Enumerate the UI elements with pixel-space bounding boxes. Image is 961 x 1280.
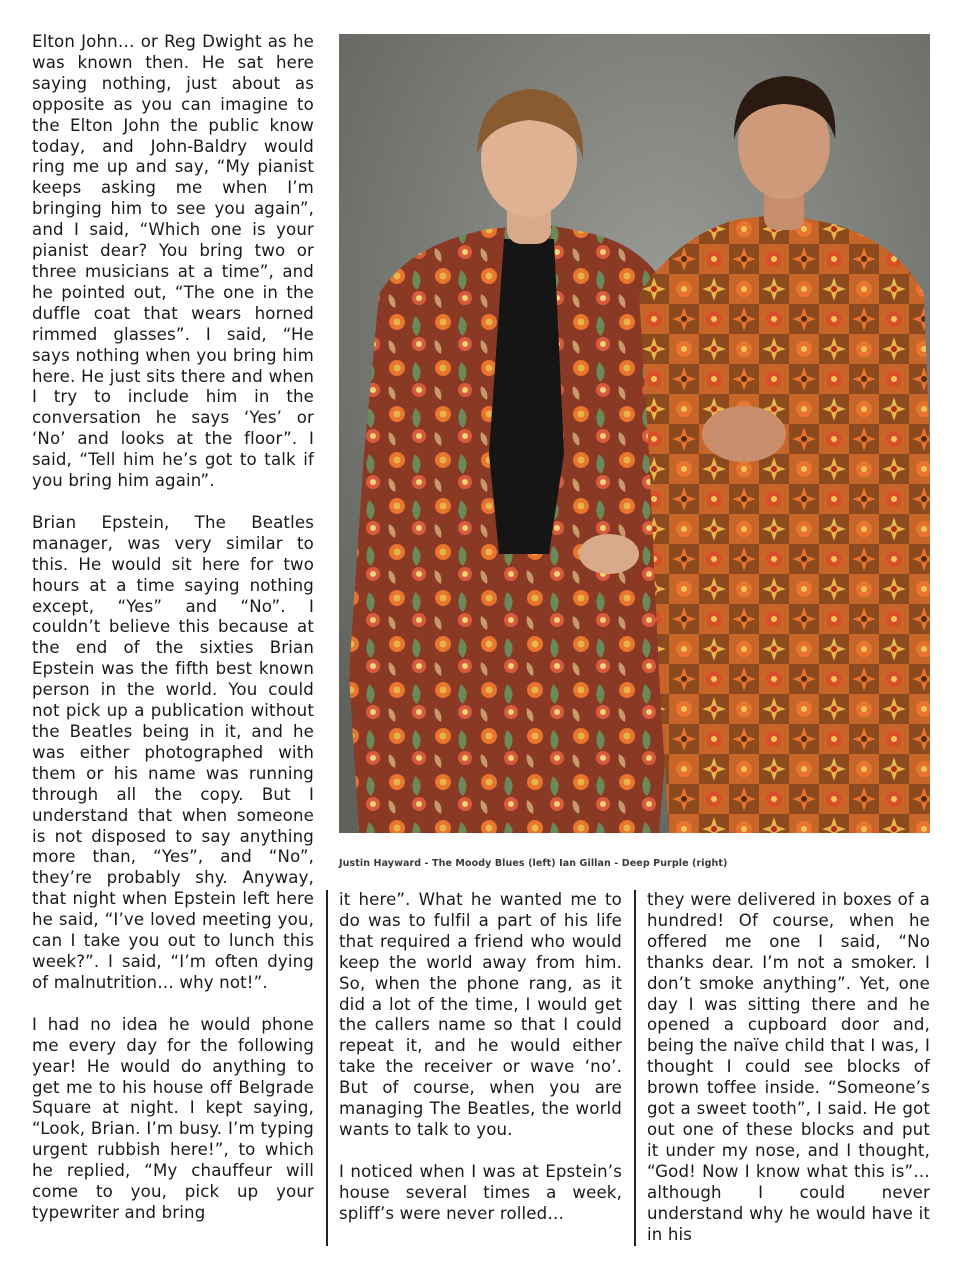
photo-caption: Justin Hayward - The Moody Blues (left) Ian Gillan - Deep Purple (right) xyxy=(339,858,728,869)
paragraph: Elton John… or Reg Dwight as he was known then. He sat here saying nothing, just about as opposite as you can imagine to the Elton John the public know today, and John-Baldry would ring me up and say, “My pianist keeps asking me when I’m bringing him to see you again”, and I said, “Which one is your pianist dear? You bring two or three musicians at a time”, and he pointed out, “The one in the duffle coat that wears horned rimmed glasses”. I said, “He says nothing when you bring him here. He just sits there and when I try to include him in the conversation he says ‘Yes’ or ‘No’ and looks at the floor”. I said, “Tell him he’s got to talk if you bring him again”. xyxy=(32,32,314,491)
photo-musicians xyxy=(339,34,930,833)
paragraph: Brian Epstein, The Beatles manager, was very similar to this. He would sit here for two hours at a time saying nothing except, “Yes” and “No”. I couldn’t believe this because at the end of the sixties Brian Epstein was the fifth best known person in the world. You could not pick up a publication without the Beatles being in it, and he was either photographed with them or his name was running through all the copy. But I understand that when someone is not disposed to say anything more than, “Yes”, and “No”, they’re probably shy. Anyway, that night when Epstein left here he said, “I’ve loved meeting you, can I take you out to lunch this week?”. I said, “I’m often dying of malnutrition… why not!”. xyxy=(32,512,314,992)
photo-illustration xyxy=(339,34,930,833)
column-divider xyxy=(634,890,636,1246)
column-divider xyxy=(326,890,328,1246)
paragraph: I had no idea he would phone me every day for the following year! He would do anything to get me to his house off Belgrade Square at night. I kept saying, “Look, Brian. I’m busy. I’m typing urgent rubbish here!”, to which he replied, “My chauffeur will come to you, pick up your typewriter and bring xyxy=(32,1014,314,1222)
paragraph: they were delivered in boxes of a hundred! Of course, when he offered me one I said, “No thanks dear. I’m not a smoker. I don’t smoke anything”. Yet, one day I was sitting there and he opened a cupboard door and, being the naïve child that I was, I thought I could see blocks of brown toffee inside. “Someone’s got a sweet tooth”, I said. He got out one of these blocks and put it under my nose, and I thought, “God! Now I know what this is”… although I could never understand why he would have it in his xyxy=(647,890,930,1244)
article-column-left xyxy=(32,32,314,1224)
paragraph: it here”. What he wanted me to do was to fulfil a part of his life that required a friend who would keep the world away from him. So, when the phone rang, as it did a lot of the time, I would get the callers name so that I could repeat it, and he would either take the receiver or wave ‘no’. But of course, when you are managing The Beatles, the world wants to talk to you. xyxy=(339,890,622,1139)
article-column-right xyxy=(647,890,930,1245)
article-column-middle xyxy=(339,890,622,1225)
paragraph: I noticed when I was at Epstein’s house several times a week, spliff’s were never rolled… xyxy=(339,1161,622,1223)
